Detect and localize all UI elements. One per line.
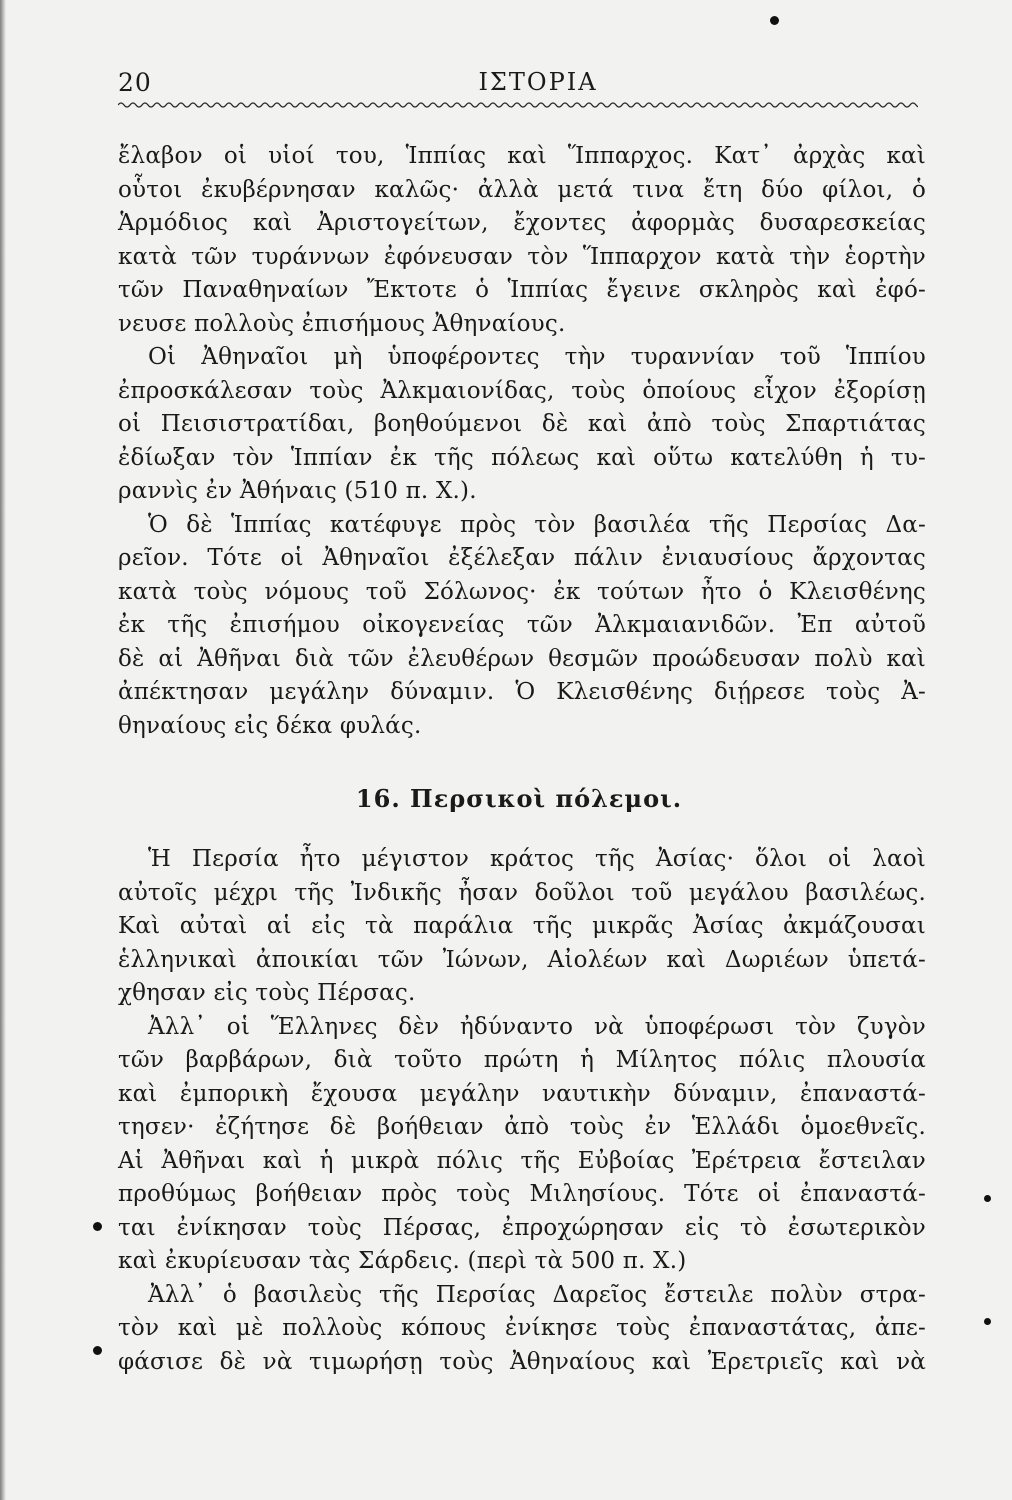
text-line: τῶν βαρβάρων, διὰ τοῦτο πρώτη ἡ Μίλητος πόλις πλουσία <box>118 1047 926 1073</box>
section-heading: 16. Περσικοὶ πόλεμοι. <box>355 784 683 813</box>
text-line: Καὶ αὐταὶ αἱ εἰς τὰ παράλια τῆς μικρᾶς Ἀσίας ἀκμάζουσαι <box>118 913 926 939</box>
text-line: Οἱ Ἀθηναῖοι μὴ ὑποφέροντες τὴν τυραννίαν τοῦ Ἱππίου <box>148 344 926 370</box>
ink-spot <box>93 1346 102 1355</box>
ink-spot <box>770 16 779 25</box>
text-line: ραννὶς ἐν Ἀθήναις (510 π. Χ.). <box>118 478 477 504</box>
text-line: Ὁ δὲ Ἱππίας κατέφυγε πρὸς τὸν βασιλέα τῆς Περσίας Δα- <box>148 511 926 538</box>
paragraph-6 <box>118 1279 926 1380</box>
text-line: τῶν Παναθηναίων Ἔκτοτε ὁ Ἱππίας ἔγεινε σκληρὸς καὶ ἐφό- <box>118 277 926 303</box>
text-line: ρεῖον. Τότε οἱ Ἀθηναῖοι ἐξέλεξαν πάλιν ἐνιαυσίους ἄρχοντας <box>118 545 926 571</box>
text-line: δὲ αἱ Ἀθῆναι διὰ τῶν ἐλευθέρων θεσμῶν προώδευσαν πολὺ καὶ <box>118 645 926 672</box>
text-line: Ἀλλ᾿ ὁ βασιλεὺς τῆς Περσίας Δαρεῖος ἔστειλε πολὺν στρα- <box>148 1281 926 1308</box>
body-text <box>118 140 926 1379</box>
text-line: Αἱ Ἀθῆναι καὶ ἡ μικρὰ πόλις τῆς Εὐβοίας Ἐρέτρεια ἔστειλαν <box>118 1147 926 1174</box>
ornamental-rule <box>118 100 918 110</box>
ink-spot <box>984 1195 991 1202</box>
text-line: οὗτοι ἐκυβέρνησαν καλῶς· ἀλλὰ μετά τινα ἔτη δύο φίλοι, ὁ <box>118 176 926 203</box>
text-line: νευσε πολλοὺς ἐπισήμους Ἀθηναίους. <box>118 310 566 337</box>
text-line: καὶ ἐκυρίευσαν τὰς Σάρδεις. (περὶ τὰ 500 π. Χ.) <box>118 1248 687 1274</box>
page-edge-shadow <box>0 0 6 1500</box>
text-line: ἀπέκτησαν μεγάλην δύναμιν. Ὁ Κλεισθένης διῄρεσε τοὺς Ἀ- <box>118 679 926 705</box>
text-line: αὐτοῖς μέχρι τῆς Ἰνδικῆς ἦσαν δοῦλοι τοῦ μεγάλου βασιλέως. <box>118 879 926 906</box>
text-line: τὸν καὶ μὲ πολλοὺς κόπους ἐνίκησε τοὺς ἐπαναστάτας, ἀπε- <box>118 1315 926 1341</box>
text-line: τησεν· ἐζήτησε δὲ βοήθειαν ἀπὸ τοὺς ἐν Ἑλλάδι ὁμοεθνεῖς. <box>118 1114 926 1140</box>
text-line: φάσισε δὲ νὰ τιμωρήσῃ τοὺς Ἀθηναίους καὶ Ἐρετριεῖς καὶ νὰ <box>118 1348 926 1375</box>
text-line: Ἁρμόδιος καὶ Ἀριστογείτων, ἔχοντες ἀφορμὰς δυσαρεσκείας <box>118 210 926 236</box>
heading-spacer <box>118 833 926 843</box>
text-line: οἱ Πεισιστρατίδαι, βοηθούμενοι δὲ καὶ ἀπὸ τοὺς Σπαρτιάτας <box>118 411 926 437</box>
ink-spot <box>984 1318 991 1325</box>
text-line: κατὰ τοὺς νόμους τοῦ Σόλωνος· ἐκ τούτων ἦτο ὁ Κλεισθένης <box>118 578 926 605</box>
paragraph-2 <box>118 341 926 509</box>
running-title: ΙΣΤΟΡΙΑ <box>478 68 598 96</box>
paragraph-1 <box>118 140 926 341</box>
paragraph-5 <box>118 1011 926 1279</box>
text-line: ἐπροσκάλεσαν τοὺς Ἀλκμαιονίδας, τοὺς ὁποίους εἶχον ἐξορίσῃ <box>118 377 926 404</box>
text-line: κατὰ τῶν τυράννων ἐφόνευσαν τὸν Ἵππαρχον κατὰ τὴν ἑορτὴν <box>118 243 926 270</box>
page-header <box>118 62 918 102</box>
text-line: προθύμως βοήθειαν πρὸς τοὺς Μιλησίους. Τότε οἱ ἐπαναστά- <box>118 1181 926 1207</box>
paragraph-3 <box>118 509 926 744</box>
text-line: ἐδίωξαν τὸν Ἱππίαν ἐκ τῆς πόλεως καὶ οὕτω κατελύθη ἡ τυ- <box>118 444 926 471</box>
text-line: Ἀλλ᾿ οἱ Ἕλληνες δὲν ἠδύναντο νὰ ὑποφέρωσι τὸν ζυγὸν <box>148 1013 926 1040</box>
text-line: ἐκ τῆς ἐπισήμου οἰκογενείας τῶν Ἀλκμαιανιδῶν. Ἐπ αὐτοῦ <box>118 612 926 638</box>
text-line: χθησαν εἰς τοὺς Πέρσας. <box>118 980 416 1006</box>
ink-spot <box>93 1222 102 1231</box>
text-line: καὶ ἐμπορικὴ ἔχουσα μεγάλην ναυτικὴν δύναμιν, ἐπαναστά- <box>118 1080 926 1107</box>
text-line: ται ἐνίκησαν τοὺς Πέρσας, ἐπροχώρησαν εἰς τὸ ἐσωτερικὸν <box>118 1214 926 1241</box>
text-line: θηναίους εἰς δέκα φυλάς. <box>118 712 422 739</box>
page-number: 20 <box>118 68 152 97</box>
text-line: Ἡ Περσία ἦτο μέγιστον κράτος τῆς Ἀσίας· ὅλοι οἱ λαοὶ <box>148 846 926 872</box>
text-line: ἔλαβον οἱ υἱοί του, Ἱππίας καὶ Ἵππαρχος. Κατ᾿ ἀρχὰς καὶ <box>118 143 926 169</box>
text-line: ἑλληνικαὶ ἀποικίαι τῶν Ἰώνων, Αἰολέων καὶ Δωριέων ὑπετά- <box>118 946 926 973</box>
paragraph-4 <box>118 843 926 1011</box>
